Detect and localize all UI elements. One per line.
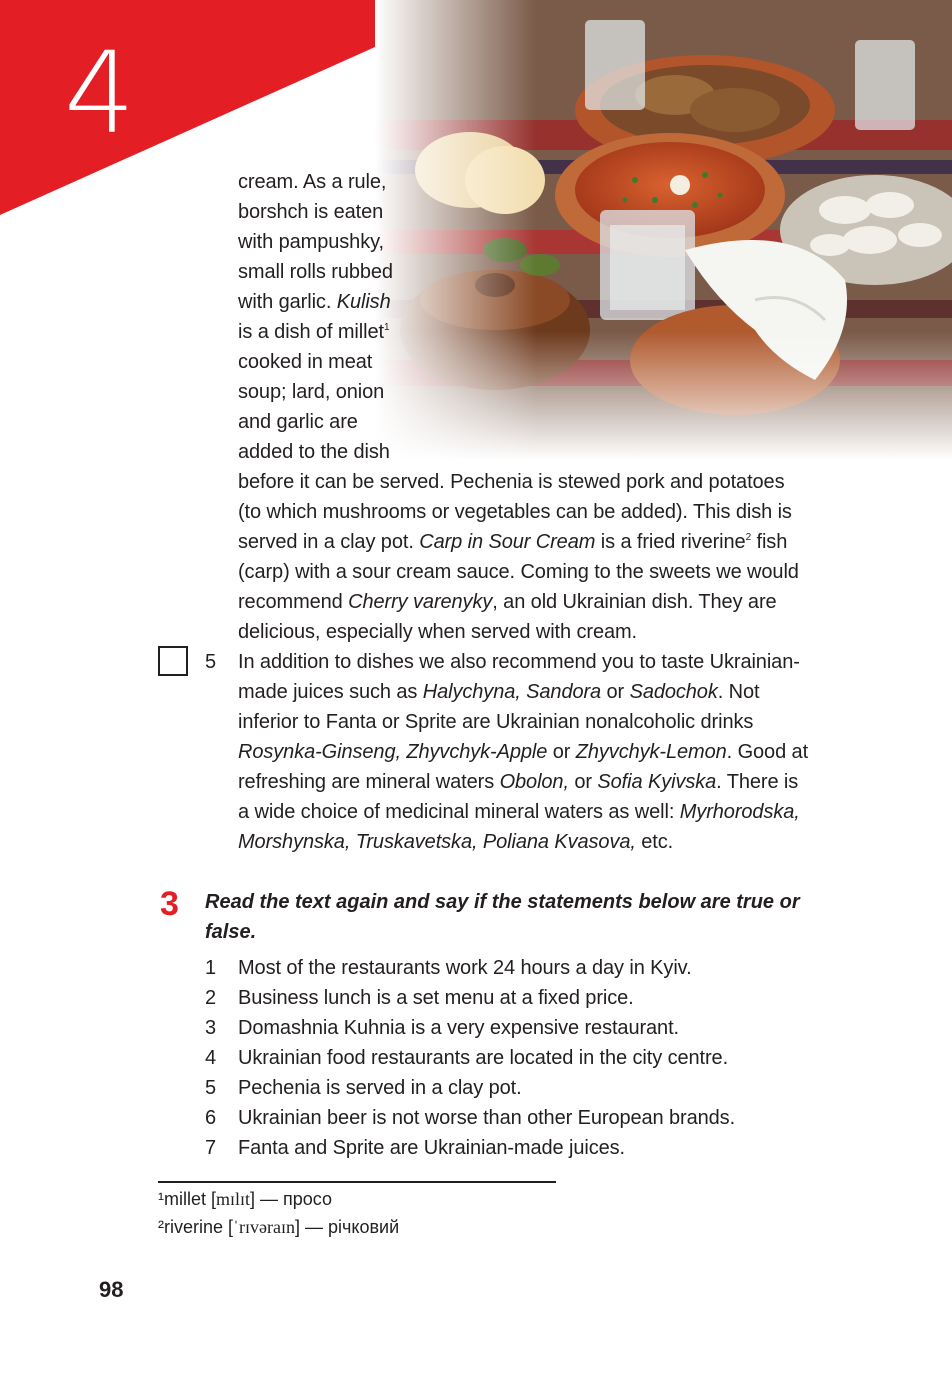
text-line: before it can be served. Pechenia is stewed pork and potatoes xyxy=(238,471,785,493)
statement-number: 4 xyxy=(205,1047,217,1069)
statement-text: Domashnia Kuhnia is a very expensive restaurant. xyxy=(238,1017,679,1039)
footnote-ref: 1 xyxy=(383,322,390,333)
dish-name: Cherry varenyky xyxy=(348,591,493,613)
footnote-ref: 2 xyxy=(745,532,752,543)
text-line: recommend Cherry varenyky, an old Ukrainian dish. They are xyxy=(238,591,777,613)
statement-text: Business lunch is a set menu at a fixed price. xyxy=(238,987,634,1009)
text-line: Rosynka-Ginseng, Zhyvchyk-Apple or Zhyvchyk-Lemon. Good at xyxy=(238,741,809,763)
text-line: a wide choice of medicinal mineral waters as well: Myrhorodska, xyxy=(238,801,800,823)
text-line: inferior to Fanta or Sprite are Ukrainian nonalcoholic drinks xyxy=(238,711,754,733)
dish-name: Carp in Sour Cream xyxy=(419,531,596,553)
text-line: with pampushky, xyxy=(238,231,384,253)
exercise-task: false. xyxy=(205,921,257,943)
exercise-number: 3 xyxy=(160,885,179,923)
answer-checkbox[interactable] xyxy=(158,646,188,676)
text-line: (to which mushrooms or vegetables can be added). This dish is xyxy=(238,501,792,523)
statement-number: 5 xyxy=(205,1077,217,1099)
text-line: Morshynska, Truskavetska, Poliana Kvasova, etc. xyxy=(238,831,674,853)
text-line: and garlic are xyxy=(238,411,358,433)
paragraph-number: 5 xyxy=(205,651,217,673)
statement-number: 2 xyxy=(205,987,217,1009)
text-line: cream. As a rule, xyxy=(238,171,387,193)
text-line: is a dish of millet$^1$ xyxy=(238,321,390,343)
exercise-task: Read the text again and say if the statements below are true or xyxy=(205,891,800,913)
statement-number: 3 xyxy=(205,1017,217,1039)
text-line: soup; lard, onion xyxy=(238,381,385,403)
text-line: In addition to dishes we also recommend you to taste Ukrainian- xyxy=(238,651,800,673)
footnote-1: ¹millet [mɪlɪt] — просо xyxy=(158,1189,333,1209)
statement-text: Ukrainian food restaurants are located in the city centre. xyxy=(238,1047,729,1069)
text-line: small rolls rubbed xyxy=(238,261,393,283)
text-line: refreshing are mineral waters Obolon, or Sofia Kyivska. There is xyxy=(238,771,799,793)
text-line: served in a clay pot. Carp in Sour Cream is a fried riverine$^2$ fish xyxy=(238,531,788,553)
statement-text: Pechenia is served in a clay pot. xyxy=(238,1077,522,1099)
statement-number: 7 xyxy=(205,1137,217,1159)
footnote-2: ²riverine [ˈrɪvəraɪn] — річковий xyxy=(158,1217,400,1237)
statement-text: Ukrainian beer is not worse than other European brands. xyxy=(238,1107,736,1129)
text-line: delicious, especially when served with cream. xyxy=(238,621,638,643)
statement-text: Most of the restaurants work 24 hours a day in Kyiv. xyxy=(238,957,692,979)
footnote-divider xyxy=(158,1181,556,1183)
statement-number: 1 xyxy=(205,957,217,979)
statement-text: Fanta and Sprite are Ukrainian-made juices. xyxy=(238,1137,626,1159)
statement-number: 6 xyxy=(205,1107,217,1129)
food-photo-icon xyxy=(375,0,952,460)
text-line: made juices such as Halychyna, Sandora or Sadochok. Not xyxy=(238,681,760,703)
page-number: 98 xyxy=(99,1277,124,1302)
text-line: with garlic. Kulish xyxy=(238,291,391,313)
text-line: (carp) with a sour cream sauce. Coming to the sweets we would xyxy=(238,561,799,583)
dish-name: Kulish xyxy=(336,291,391,313)
text-line: borshch is eaten xyxy=(238,201,384,223)
unit-number: 4 xyxy=(64,29,136,159)
text-line: cooked in meat xyxy=(238,351,373,373)
text-line: added to the dish xyxy=(238,441,390,463)
